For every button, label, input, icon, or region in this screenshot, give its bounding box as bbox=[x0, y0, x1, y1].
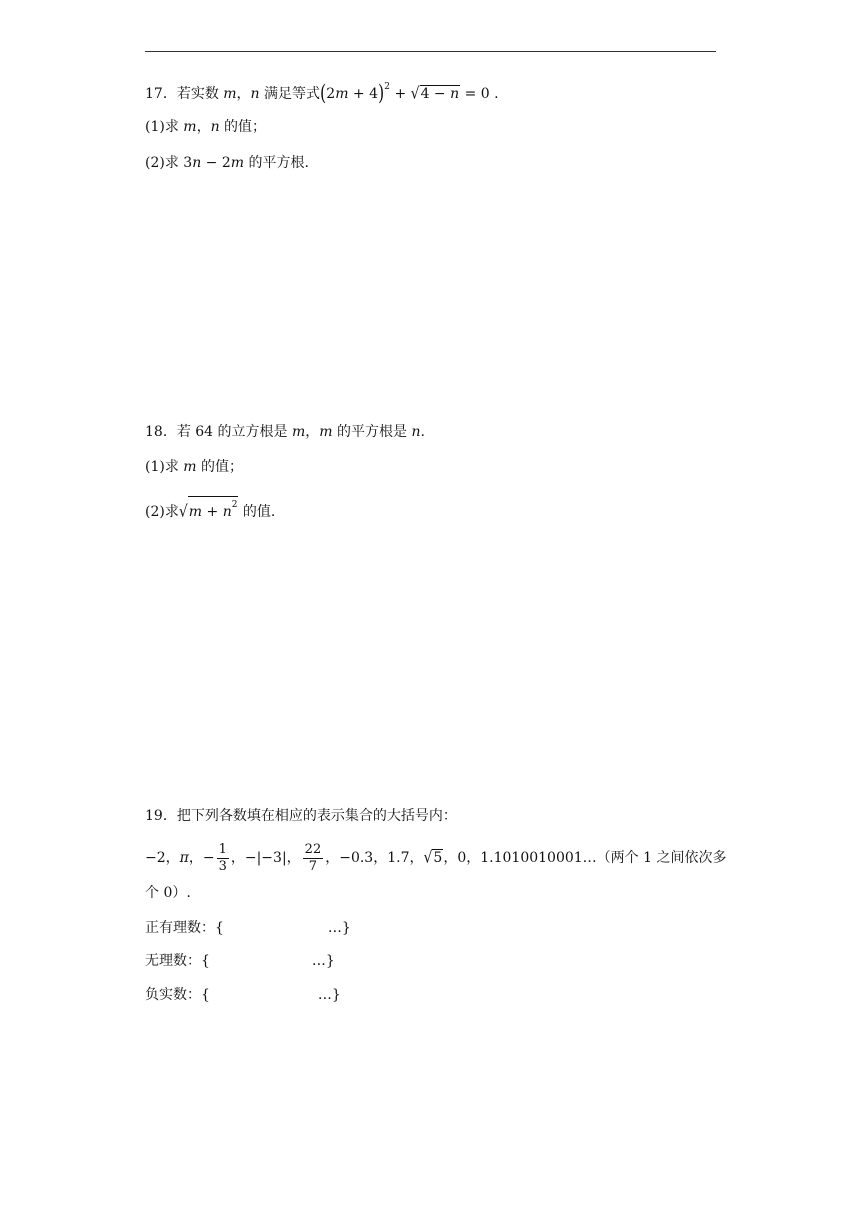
set-negative-reals: 负实数：{ …} bbox=[145, 987, 341, 1003]
q19-continuation: 个 0）. bbox=[145, 885, 191, 901]
set-irrationals: 无理数：{ …} bbox=[145, 953, 335, 969]
q18-part2: (2)求$√m + n^2$ 的值. bbox=[145, 496, 275, 522]
fraction-22-7: $\frac{22}{7}$ bbox=[304, 841, 322, 874]
header-rule bbox=[145, 51, 716, 52]
q19-numbers: −2，π，− $\frac{1}{3}$ ，−|−3|， $\frac{22}{7}$ ，−0.3，1.7，√5，0，1.1010010001…（两个 1 之间依次多 bbox=[145, 841, 727, 874]
q17-part2: (2)求 3n − 2m 的平方根. bbox=[145, 155, 309, 171]
set-positive-rationals: 正有理数：{ …} bbox=[145, 920, 351, 936]
fraction-one-third: $\frac{1}{3}$ bbox=[218, 841, 227, 874]
q19-stem: 19．把下列各数填在相应的表示集合的大括号内： bbox=[145, 808, 457, 824]
q17-part1: (1)求 m，n 的值； bbox=[145, 119, 267, 135]
q18-part1: (1)求 m 的值； bbox=[145, 459, 244, 475]
q17-stem: 17．若实数 m，n 满足等式$(2m + 4)^2 + √4 - n = 0$ . bbox=[145, 79, 499, 106]
q18-stem: 18．若 64 的立方根是 m，m 的平方根是 n. bbox=[145, 424, 425, 440]
